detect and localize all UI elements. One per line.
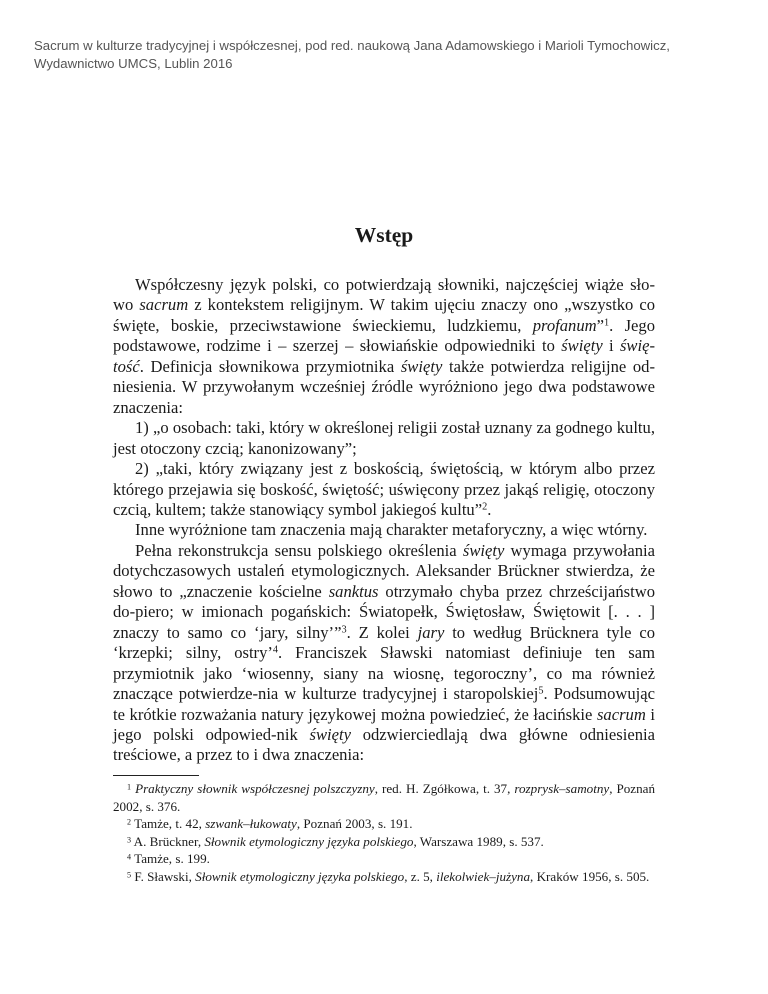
paragraph-2: 1) „o osobach: taki, który w określonej religii został uznany za godnego kultu, jest otoczony czcią; kanonizowany”;	[113, 418, 655, 458]
section-title: Wstęp	[354, 223, 414, 247]
text-run: , red. H. Zgółkowa, t. 37,	[374, 781, 515, 796]
paragraph-5	[113, 541, 655, 766]
text-run: . Podsumowując te krótkie rozważania natury językowej można powiedzieć, że łacińskie	[113, 684, 655, 724]
italic-term: święty	[561, 336, 603, 356]
footnotes	[113, 780, 655, 885]
text-run: otrzymało chyba przez chrześcijaństwo do-piero; w imionach pogańskich: Światopełk, Świętosław, Świętowit [. . . ] znaczy to samo co ‘jary, silny’”	[113, 581, 655, 642]
text-run: Pełna rekonstrukcja sensu polskiego określenia	[135, 540, 463, 560]
header-line-2: Wydawnictwo UMCS, Lublin 2016	[34, 55, 233, 71]
italic-term: święty	[309, 724, 351, 744]
italic-term: świę-tość	[113, 336, 655, 376]
text-run: Tamże, s. 199.	[134, 851, 210, 866]
text-run: . Franciszek Sławski natomiast definiuje ten sam przymiotnik jako ‘wiosenny, siany na wiosnę, tegoroczny’, co ma również znaczące potwierdze-nia w kulturze tradycyjnej i staropolskiej	[113, 643, 655, 704]
header-line-1: Sacrum w kulturze tradycyjnej i współczesnej, pod red. naukową Jana Adamowskiego i Marioli Tymochowicz,	[34, 38, 670, 53]
italic-title: Słownik etymologiczny języka polskiego	[195, 868, 405, 884]
text-run: Współczesny język polski, co potwierdzają słowniki, najczęściej wiąże sło-wo	[113, 275, 655, 315]
body-text	[113, 275, 655, 766]
italic-term: sacrum	[596, 704, 646, 724]
text-run: F. Sławski,	[134, 868, 196, 884]
footnote-ref-3[interactable]: 3	[341, 624, 347, 636]
footnote-3	[113, 833, 655, 851]
italic-term: jary	[417, 622, 445, 642]
text-run: .	[487, 499, 492, 519]
footnote-number: 5	[127, 869, 132, 879]
italic-term: święty	[400, 356, 443, 376]
text-run: ”	[596, 315, 604, 335]
text-run: , Kraków 1956, s. 505.	[530, 868, 650, 884]
footnote-ref-1[interactable]: 1	[603, 317, 610, 329]
text-run: , Poznań 2002, s. 376.	[113, 781, 656, 814]
italic-title: Praktyczny słownik współczesnej polszczyzny	[135, 781, 375, 796]
footnote-divider	[113, 775, 199, 776]
text-run: także potwierdza religijne od-niesienia. W przywołanym wcześniej źródle wyróżniono jego dwa podstawowe znaczenia:	[113, 356, 655, 417]
footnote-5	[113, 868, 655, 886]
text-run: . Jego podstawowe, rodzime i – szerzej – słowiańskie odpowiedniki to	[113, 315, 656, 356]
footnote-ref-4[interactable]: 4	[272, 644, 279, 656]
italic-term: święty	[462, 540, 505, 560]
text-run: , z. 5,	[404, 868, 437, 884]
text-run: odzwierciedlają dwa główne odniesienia treściowe, a przez to i dwa znaczenia:	[113, 724, 655, 765]
italic-title: Słownik etymologiczny języka polskiego	[204, 833, 414, 849]
text-run: wymaga przywołania dotychczasowych ustaleń etymologicznych. Aleksander Brückner stwierdza, że słowo to „znaczenie kościelne	[113, 540, 656, 601]
italic-term: sanktus	[328, 581, 379, 601]
italic-term: profanum	[532, 315, 597, 335]
footnote-ref-5[interactable]: 5	[538, 685, 544, 697]
text-run: Tamże, t. 42,	[134, 816, 206, 831]
paragraph-1	[113, 275, 655, 418]
running-header	[34, 37, 744, 72]
italic-title: szwank–łukowaty	[205, 816, 297, 831]
text-run: z kontekstem religijnym. W takim ujęciu znaczy ono „wszystko co święte, boskie, przeciwstawione świeckiemu, ludzkiemu,	[113, 295, 656, 335]
footnote-number: 2	[127, 817, 132, 827]
footnote-number: 3	[127, 834, 132, 844]
footnote-number: 1	[127, 782, 132, 792]
text-run: . Z kolei	[346, 622, 418, 642]
footnote-2	[113, 815, 655, 833]
text-run: to według Brücknera tyle co ‘krzepki; silny, ostry’	[113, 622, 655, 663]
text-run: , Warszawa 1989, s. 537.	[413, 833, 544, 849]
italic-title: ilekolwiek–jużyna	[436, 868, 531, 884]
footnote-4	[113, 850, 655, 868]
text-run: i jego polski odpowied-nik	[113, 704, 656, 744]
paragraph-4: Inne wyróżnione tam znaczenia mają charakter metaforyczny, a więc wtórny.	[135, 520, 648, 540]
italic-title: rozprysk–samotny	[514, 781, 610, 796]
paragraph-3	[113, 459, 655, 520]
text-run: i	[602, 336, 620, 356]
italic-term: sacrum	[139, 295, 189, 315]
text-run: , Poznań 2003, s. 191.	[296, 816, 413, 831]
text-run: 2) „taki, który związany jest z boskością, świętością, w którym albo przez którego przejawia się boskość, świętość; uświęcony przez jakąś religię, otoczony czcią, kultem; także stanowiący symbol jakiegoś kultu”	[113, 459, 655, 519]
text-run: . Definicja słownikowa przymiotnika	[139, 356, 401, 376]
footnote-number: 4	[127, 852, 132, 862]
footnote-1	[113, 780, 655, 815]
footnote-ref-2[interactable]: 2	[482, 501, 488, 513]
text-run: A. Brückner,	[133, 833, 205, 849]
